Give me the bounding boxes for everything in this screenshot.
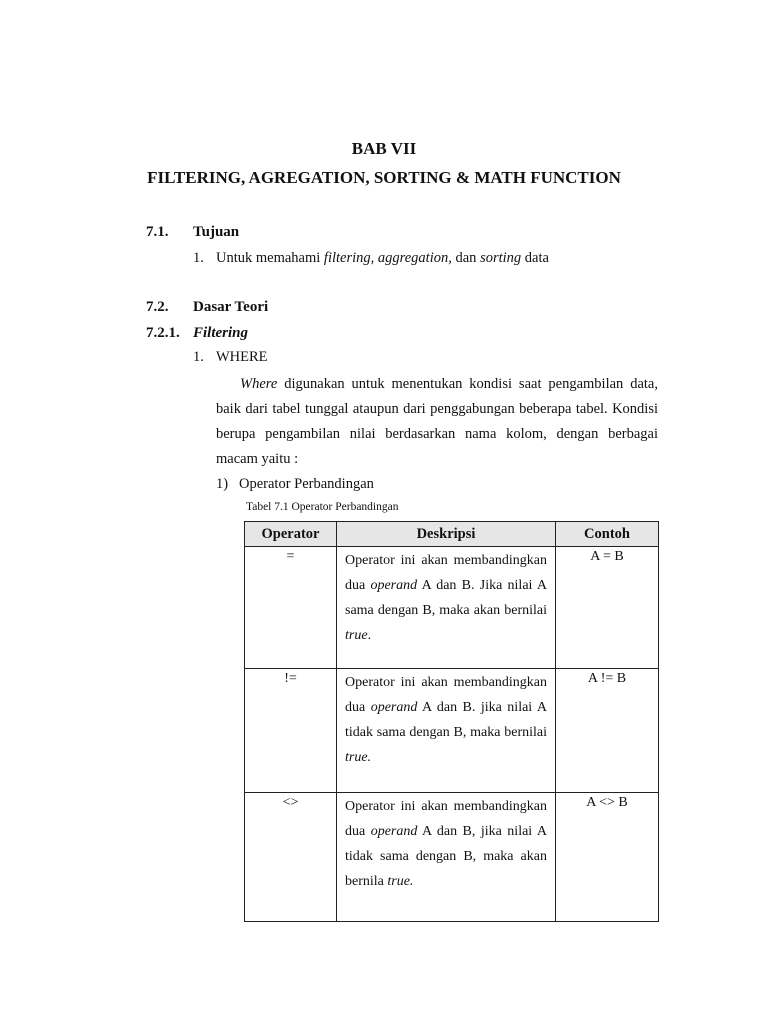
section-number-7-1: 7.1. xyxy=(146,224,169,240)
section-title-dasar-teori: Dasar Teori xyxy=(193,299,269,315)
desc-text: . xyxy=(367,628,372,643)
desc-italic: true xyxy=(345,628,368,643)
subsection-title: Filtering xyxy=(193,325,249,341)
table-row xyxy=(245,547,659,669)
header-deskripsi: Deskripsi xyxy=(337,522,556,547)
table-header-row xyxy=(245,522,659,547)
cell-description xyxy=(337,793,556,922)
cell-description xyxy=(337,669,556,793)
where-title: WHERE xyxy=(216,349,268,365)
table-caption: Tabel 7.1 Operator Perbandingan xyxy=(246,501,399,513)
where-text: digunakan untuk menentukan kondisi saat pengambilan data, baik dari tabel tunggal ataupun dari penggabungan beberapa tabel. Kondisi berupa pengambilan nilai berdasarkan nama kolom, dengan berbagai macam yaitu : xyxy=(216,376,658,467)
desc-text: Operator ini akan membandingkan dua xyxy=(345,799,547,839)
header-operator: Operator xyxy=(245,522,337,547)
cell-example: A != B xyxy=(556,669,659,793)
desc-text: A dan B. Jika nilai A sama dengan B, maka akan bernilai xyxy=(345,578,548,618)
desc-text: Operator ini akan membandingkan dua xyxy=(345,553,547,593)
where-number: 1. xyxy=(193,349,204,365)
objective-text-1: Untuk memahami xyxy=(216,250,324,266)
desc-italic: operand xyxy=(370,700,418,715)
operator-table xyxy=(244,521,659,922)
section-title-tujuan: Tujuan xyxy=(193,224,240,240)
chapter-title: FILTERING, AGREGATION, SORTING & MATH FUNCTION xyxy=(147,168,621,187)
chapter-number: BAB VII xyxy=(351,139,417,158)
table-row xyxy=(245,793,659,922)
section-number-7-2: 7.2. xyxy=(146,299,169,315)
where-italic: Where xyxy=(240,376,278,392)
table-row xyxy=(245,669,659,793)
desc-text: A dan B. jika nilai A tidak sama dengan B, maka bernilai xyxy=(345,700,547,740)
cell-operator: = xyxy=(245,547,337,669)
operator-item-text: Operator Perbandingan xyxy=(239,476,374,492)
objective-text-3: data xyxy=(521,250,549,266)
desc-text: Operator ini akan membandingkan dua xyxy=(345,675,547,715)
cell-example: A = B xyxy=(556,547,659,669)
objective-italic-2: sorting xyxy=(480,250,522,266)
operator-item-number: 1) xyxy=(216,476,229,492)
header-contoh: Contoh xyxy=(556,522,659,547)
desc-italic: true. xyxy=(345,750,372,765)
cell-description xyxy=(337,547,556,669)
desc-italic: true. xyxy=(387,874,414,889)
list-number: 1. xyxy=(193,250,204,266)
list-item-objective xyxy=(216,250,549,267)
cell-operator: <> xyxy=(245,793,337,922)
subsection-number: 7.2.1. xyxy=(146,325,180,341)
desc-italic: operand xyxy=(370,578,418,593)
cell-operator: != xyxy=(245,669,337,793)
cell-example: A <> B xyxy=(556,793,659,922)
where-paragraph xyxy=(216,372,658,472)
objective-italic-1: filtering, aggregation, xyxy=(323,250,452,266)
objective-text-2: dan xyxy=(451,250,481,266)
desc-italic: operand xyxy=(370,824,418,839)
desc-text: A dan B, jika nilai A tidak sama dengan B, maka akan bernila xyxy=(345,824,547,889)
